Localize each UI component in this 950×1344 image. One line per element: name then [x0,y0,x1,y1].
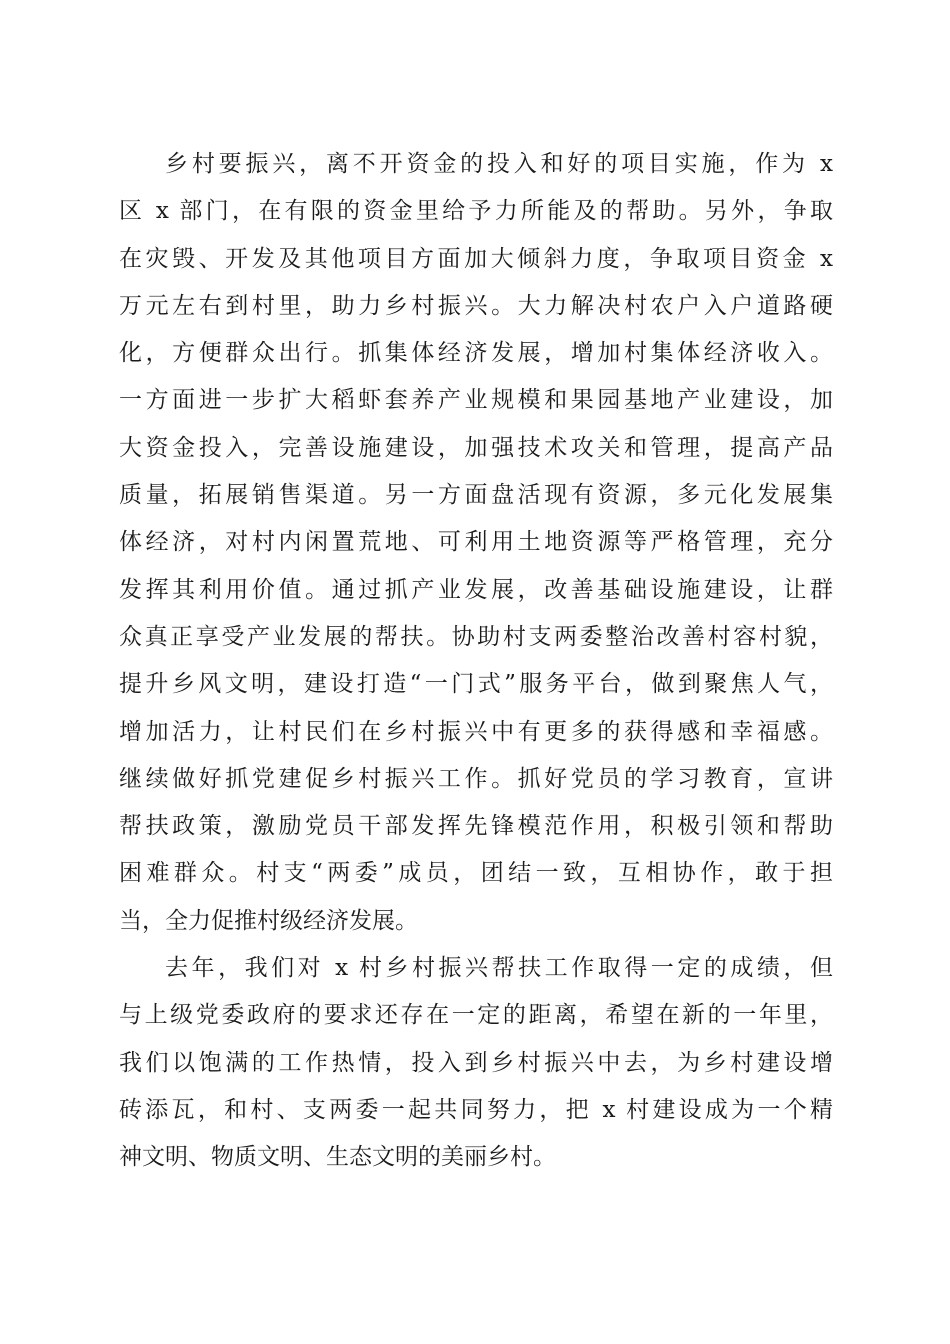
paragraph-line: 大资金投入，完善设施建设，加强技术攻关和管理，提高产品 [119,434,833,461]
paragraph-line: 在灾毁、开发及其他项目方面加大倾斜力度，争取项目资金 x [119,245,833,272]
paragraph-line: 质量，拓展销售渠道。另一方面盘活现有资源，多元化发展集 [119,482,833,509]
paragraph-line: 万元左右到村里，助力乡村振兴。大力解决村农户入户道路硬 [119,292,833,319]
paragraph-1 [119,141,833,945]
paragraph-line: 增加活力，让村民们在乡村振兴中有更多的获得感和幸福感。 [119,718,833,745]
paragraph-line: 化，方便群众出行。抓集体经济发展，增加村集体经济收入。 [119,340,833,367]
paragraph-line: 乡村要振兴，离不开资金的投入和好的项目实施，作为 x [165,151,833,177]
paragraph-line: 困难群众。村支“两委”成员，团结一致，互相协作，敢于担 [119,860,833,887]
paragraph-line: 去年，我们对 x 村乡村振兴帮扶工作取得一定的成绩，但 [165,955,833,982]
paragraph-line: 继续做好抓党建促乡村振兴工作。抓好党员的学习教育，宣讲 [119,765,833,792]
paragraph-line: 砖添瓦，和村、支两委一起共同努力，把 x 村建设成为一个精 [119,1096,833,1123]
paragraph-line: 当，全力促推村级经济发展。 [119,907,418,934]
paragraph-line: 帮扶政策，激励党员干部发挥先锋模范作用，积极引领和帮助 [119,813,833,840]
paragraph-line: 区 x 部门，在有限的资金里给予力所能及的帮助。另外，争取 [119,198,833,225]
document-body [119,141,833,1182]
paragraph-2 [119,945,833,1181]
paragraph-line: 神文明、物质文明、生态文明的美丽乡村。 [119,1144,556,1171]
paragraph-line: 体经济，对村内闲置荒地、可利用土地资源等严格管理，充分 [119,529,833,556]
paragraph-line: 与上级党委政府的要求还存在一定的距离，希望在新的一年里， [119,1002,833,1029]
paragraph-line: 一方面进一步扩大稻虾套养产业规模和果园基地产业建设，加 [119,387,833,414]
paragraph-line: 众真正享受产业发展的帮扶。协助村支两委整治改善村容村貌， [119,623,833,650]
paragraph-line: 发挥其利用价值。通过抓产业发展，改善基础设施建设，让群 [119,576,833,603]
paragraph-line: 提升乡风文明，建设打造“一门式”服务平台，做到聚焦人气， [119,671,833,698]
paragraph-line: 我们以饱满的工作热情，投入到乡村振兴中去，为乡村建设增 [119,1049,833,1076]
